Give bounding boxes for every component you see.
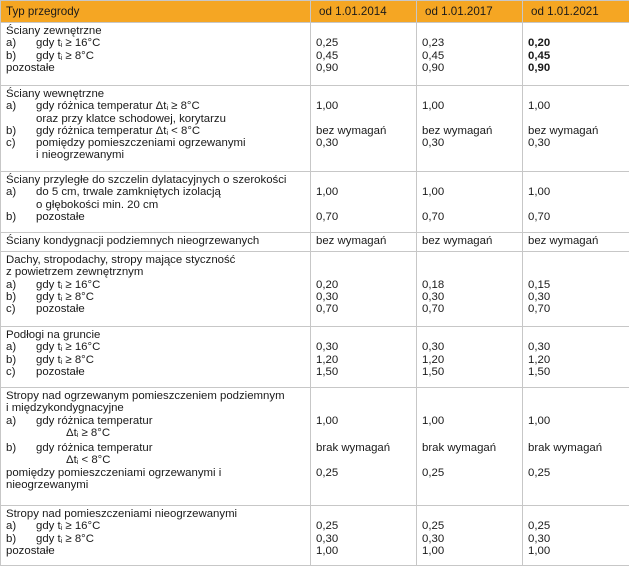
row-label-ground-floors: Podłogi na gruncie a) gdy $t_i \ge 16^\circ C$ b) gdy $t_i \ge 8^\circ C$ c) pozostałe bbox=[1, 327, 311, 388]
value-cell-2014: 0,20 0,30 0,70 bbox=[311, 252, 417, 327]
value-cell-2021: 1,00 0,70 bbox=[523, 172, 629, 233]
value-cell-2021: 0,15 0,30 0,70 bbox=[523, 252, 629, 327]
value-cell-2014: 1,00 0,70 bbox=[311, 172, 417, 233]
table-row bbox=[1, 252, 629, 327]
value-cell-2014: 0,25 0,30 1,00 bbox=[311, 506, 417, 566]
value-cell-2014: bez wymagań bbox=[311, 233, 417, 252]
table-row bbox=[1, 172, 629, 233]
row-label-external-walls: Ściany zewnętrzne a) gdy $t_i \ge 16^\circ C$ b) gdy $t_i \ge 8^\circ C$ pozostałe bbox=[1, 23, 311, 86]
row-label-roofs: Dachy, stropodachy, stropy mające styczność z powietrzem zewnętrznym a) gdy $t_i \ge 16^\circ C$ b) gdy $t_i \ge 8^\circ C$ c) pozostałe bbox=[1, 252, 311, 327]
header-from-2017: od 1.01.2017 bbox=[417, 1, 523, 23]
value-cell-2021: 0,20 0,45 0,90 bbox=[523, 23, 629, 86]
header-from-2014: od 1.01.2014 bbox=[311, 1, 417, 23]
header-partition-type: Typ przegrody bbox=[1, 1, 311, 23]
table-row bbox=[1, 388, 629, 506]
value-cell-2017: 0,25 0,30 1,00 bbox=[417, 506, 523, 566]
row-label-heated-basement-ceilings: Stropy nad ogrzewanym pomieszczeniem podziemnym i międzykondygnacyjne a) gdy różnica temperatur $\Delta t_i \ge 8^\circ C$ b) gdy różnica temperatur $\Delta t_i < 8^\circ C$ pomiędzy pomieszczeniami ogrzewanymi i nieogrzewanymi bbox=[1, 388, 311, 506]
value-cell-2021: 1,00 bez wymagań 0,30 bbox=[523, 86, 629, 172]
value-cell-2017: 0,30 1,20 1,50 bbox=[417, 327, 523, 388]
value-cell-2021: bez wymagań bbox=[523, 233, 629, 252]
value-cell-2017: 1,00 0,70 bbox=[417, 172, 523, 233]
table-row bbox=[1, 86, 629, 172]
table-header-row bbox=[1, 1, 629, 23]
value-cell-2017: 0,23 0,45 0,90 bbox=[417, 23, 523, 86]
row-label-underground-walls: Ściany kondygnacji podziemnych nieogrzewanych bbox=[1, 233, 311, 252]
table-row bbox=[1, 506, 629, 566]
row-label-expansion-joint-walls: Ściany przyległe do szczelin dylatacyjnych o szerokości a) do 5 cm, trwale zamkniętych izolacją o głębokości min. 20 cm b) pozostałe bbox=[1, 172, 311, 233]
value-cell-2014: 1,00 brak wymagań 0,25 bbox=[311, 388, 417, 506]
value-cell-2017: 0,18 0,30 0,70 bbox=[417, 252, 523, 327]
table-row bbox=[1, 327, 629, 388]
value-cell-2021: 0,30 1,20 1,50 bbox=[523, 327, 629, 388]
row-label-unheated-room-ceilings: Stropy nad pomieszczeniami nieogrzewanymi a) gdy $t_i \ge 16^\circ C$ b) gdy $t_i \ge 8^\circ C$ pozostałe bbox=[1, 506, 311, 566]
value-cell-2017: bez wymagań bbox=[417, 233, 523, 252]
header-from-2021: od 1.01.2021 bbox=[523, 1, 629, 23]
value-cell-2021: 1,00 brak wymagań 0,25 bbox=[523, 388, 629, 506]
value-cell-2017: 1,00 bez wymagań 0,30 bbox=[417, 86, 523, 172]
value-cell-2014: 0,25 0,45 0,90 bbox=[311, 23, 417, 86]
value-cell-2014: 1,00 bez wymagań 0,30 bbox=[311, 86, 417, 172]
value-cell-2017: 1,00 brak wymagań 0,25 bbox=[417, 388, 523, 506]
value-cell-2021: 0,25 0,30 1,00 bbox=[523, 506, 629, 566]
table-row bbox=[1, 23, 629, 86]
table-row bbox=[1, 233, 629, 252]
value-cell-2014: 0,30 1,20 1,50 bbox=[311, 327, 417, 388]
row-title: Ściany zewnętrzne bbox=[6, 25, 102, 37]
row-label-internal-walls: Ściany wewnętrzne a) gdy różnica temperatur $\Delta t_i \ge 8^\circ C$ oraz przy klatce schodowej, korytarzu b) gdy różnica temperatur $\Delta t_i < 8^\circ C$ c) pomiędzy pomieszczeniami ogrzewanymi i nieogrzewanymi bbox=[1, 86, 311, 172]
